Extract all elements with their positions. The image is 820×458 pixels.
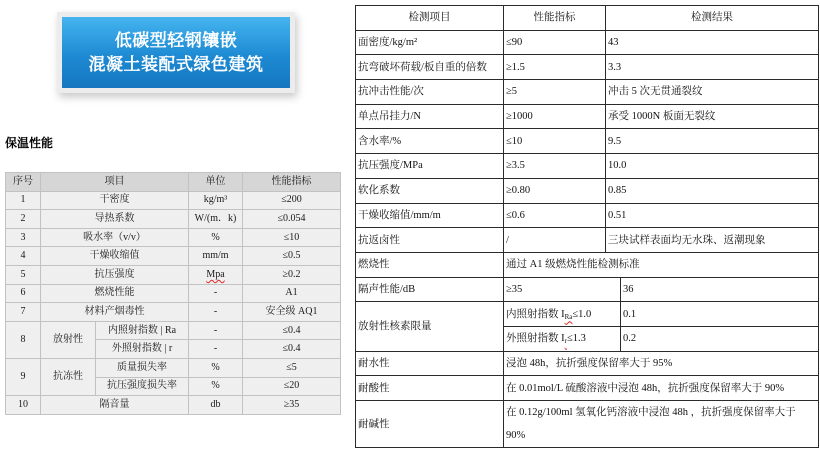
row-spec: ≥0.2	[243, 265, 341, 284]
table-row	[356, 129, 819, 154]
row-spec: ≥1.5	[504, 55, 606, 80]
row-unit: Mpa	[189, 265, 243, 284]
row-item: 抗压强度	[41, 265, 189, 284]
row-item: 干密度	[41, 191, 189, 210]
table-header-row	[356, 6, 819, 31]
table-body	[6, 191, 341, 414]
row-spec: /	[504, 228, 606, 253]
row-unit: kg/m³	[189, 191, 243, 210]
table-row	[6, 247, 341, 266]
row-result: 43	[606, 30, 819, 55]
test-results-table	[355, 5, 819, 448]
row-spec: ≤0.054	[243, 210, 341, 229]
row-spec: ≤0.4	[243, 321, 341, 340]
row-result: 36	[621, 277, 819, 302]
row-unit: -	[189, 321, 243, 340]
row-test-item: 软化系数	[356, 178, 504, 203]
row-sub-item: 质量损失率	[96, 358, 189, 377]
row-group-label: 放射性	[41, 321, 96, 358]
row-item: 吸水率（v/v）	[41, 228, 189, 247]
column-header-result: 检测结果	[606, 6, 819, 31]
row-result: 冲击 5 次无贯通裂纹	[606, 80, 819, 105]
row-spec: ≥35	[243, 396, 341, 415]
table-row	[356, 401, 819, 448]
table-row	[356, 376, 819, 401]
table-row	[6, 228, 341, 247]
table-row	[356, 80, 819, 105]
table-row	[6, 210, 341, 229]
row-result: 10.0	[606, 154, 819, 179]
row-spec: ≤10	[243, 228, 341, 247]
spec-prefix: 外照射指数 I	[506, 333, 565, 345]
column-header-unit: 单位	[189, 173, 243, 192]
row-group-label: 抗冻性	[41, 358, 96, 395]
table-row	[356, 252, 819, 277]
row-result: 0.1	[621, 302, 819, 327]
row-unit: %	[189, 228, 243, 247]
row-number: 10	[6, 396, 41, 415]
row-spec: ≥35	[504, 277, 621, 302]
row-test-item: 抗返卤性	[356, 228, 504, 253]
row-spec: ≤200	[243, 191, 341, 210]
row-sub-item: 外照射指数 | r	[96, 340, 189, 359]
row-unit: db	[189, 396, 243, 415]
row-item: 隔音量	[41, 396, 189, 415]
spec-suffix: ≤1.0	[572, 308, 592, 320]
row-result: 3.3	[606, 55, 819, 80]
row-sub-item: 内照射指数 | Ra	[96, 321, 189, 340]
row-spec: ≤5	[243, 358, 341, 377]
row-spec: ≥5	[504, 80, 606, 105]
row-result: 0.85	[606, 178, 819, 203]
row-merged-result: 浸泡 48h，抗折强度保留率大于 95%	[504, 351, 819, 376]
row-test-item: 耐酸性	[356, 376, 504, 401]
row-unit: %	[189, 377, 243, 396]
spec-suffix: ≤1.3	[566, 333, 586, 345]
row-unit: -	[189, 284, 243, 303]
table-row	[356, 277, 819, 302]
table-row	[356, 228, 819, 253]
row-spec	[504, 302, 621, 327]
row-result: 0.51	[606, 203, 819, 228]
row-unit: -	[189, 303, 243, 322]
row-merged-result: 在 0.12g/100ml 氢氧化钙溶液中浸泡 48h ，抗折强度保留率大于 90%	[504, 401, 819, 448]
table-row	[6, 265, 341, 284]
row-spec: ≥0.80	[504, 178, 606, 203]
row-test-item: 耐水性	[356, 351, 504, 376]
table-row	[6, 284, 341, 303]
table-head	[356, 6, 819, 31]
table-head	[6, 173, 341, 192]
row-spec: ≤0.5	[243, 247, 341, 266]
row-result: 承受 1000N 板面无裂纹	[606, 104, 819, 129]
table-row	[356, 203, 819, 228]
row-test-item: 抗弯破坏荷载/板自重的倍数	[356, 55, 504, 80]
row-test-item: 燃烧性	[356, 252, 504, 277]
row-unit: W/(m．k)	[189, 210, 243, 229]
table-row	[356, 302, 819, 327]
row-spec: ≤0.6	[504, 203, 606, 228]
row-number: 1	[6, 191, 41, 210]
row-item: 燃烧性能	[41, 284, 189, 303]
row-test-item: 放射性核素限量	[356, 302, 504, 351]
row-number: 8	[6, 321, 41, 358]
table-row	[6, 303, 341, 322]
row-spec: ≤90	[504, 30, 606, 55]
row-result: 9.5	[606, 129, 819, 154]
row-number: 9	[6, 358, 41, 395]
banner-title-line-1: 低碳型轻钢镶嵌	[114, 31, 238, 51]
row-spec: A1	[243, 284, 341, 303]
table-row	[6, 358, 341, 377]
row-spec: ≤20	[243, 377, 341, 396]
column-header-spec: 性能指标	[243, 173, 341, 192]
table-row	[356, 351, 819, 376]
row-merged-result: 通过 A1 级燃烧性能检测标准	[504, 252, 819, 277]
row-number: 3	[6, 228, 41, 247]
row-test-item: 抗冲击性能/次	[356, 80, 504, 105]
table-row	[356, 104, 819, 129]
table-header-row	[6, 173, 341, 192]
banner-title-line-2: 混凝土装配式绿色建筑	[88, 55, 264, 75]
table-row	[6, 396, 341, 415]
row-merged-result: 在 0.01mol/L 硫酸溶液中浸泡 48h，抗折强度保留率大于 90%	[504, 376, 819, 401]
row-number: 7	[6, 303, 41, 322]
section-title: 保温性能	[5, 136, 54, 150]
row-spec: 安全级 AQ1	[243, 303, 341, 322]
row-result: 0.2	[621, 326, 819, 351]
row-test-item: 耐碱性	[356, 401, 504, 448]
row-test-item: 面密度/kg/m²	[356, 30, 504, 55]
row-spec: ≥1000	[504, 104, 606, 129]
table-row	[356, 55, 819, 80]
row-test-item: 单点吊挂力/N	[356, 104, 504, 129]
row-unit: -	[189, 340, 243, 359]
column-header-item: 项目	[41, 173, 189, 192]
row-number: 6	[6, 284, 41, 303]
table-row	[6, 191, 341, 210]
row-result: 三块试样表面均无水珠、返潮现象	[606, 228, 819, 253]
row-test-item: 抗压强度/MPa	[356, 154, 504, 179]
row-number: 4	[6, 247, 41, 266]
row-test-item: 干燥收缩值/mm/m	[356, 203, 504, 228]
column-header-number: 序号	[6, 173, 41, 192]
table-row	[356, 154, 819, 179]
row-unit: %	[189, 358, 243, 377]
table-row	[356, 178, 819, 203]
row-test-item: 隔声性能/dB	[356, 277, 504, 302]
spec-prefix: 内照射指数 I	[506, 308, 565, 320]
title-banner	[62, 17, 290, 88]
spec-subscript: r	[564, 337, 567, 346]
row-spec: ≥3.5	[504, 154, 606, 179]
table-row	[6, 321, 341, 340]
row-spec: ≤0.4	[243, 340, 341, 359]
row-spec: ≤10	[504, 129, 606, 154]
spec-subscript: Ra	[564, 312, 573, 321]
row-unit: mm/m	[189, 247, 243, 266]
row-number: 2	[6, 210, 41, 229]
table-body	[356, 30, 819, 447]
row-number: 5	[6, 265, 41, 284]
column-header-test-item: 检测项目	[356, 6, 504, 31]
table-row	[356, 30, 819, 55]
row-item: 干燥收缩值	[41, 247, 189, 266]
row-sub-item: 抗压强度损失率	[96, 377, 189, 396]
row-test-item: 含水率/%	[356, 129, 504, 154]
column-header-spec: 性能指标	[504, 6, 606, 31]
row-item: 导热系数	[41, 210, 189, 229]
row-spec	[504, 326, 621, 351]
thermal-performance-table	[5, 172, 341, 415]
row-item: 材料产烟毒性	[41, 303, 189, 322]
